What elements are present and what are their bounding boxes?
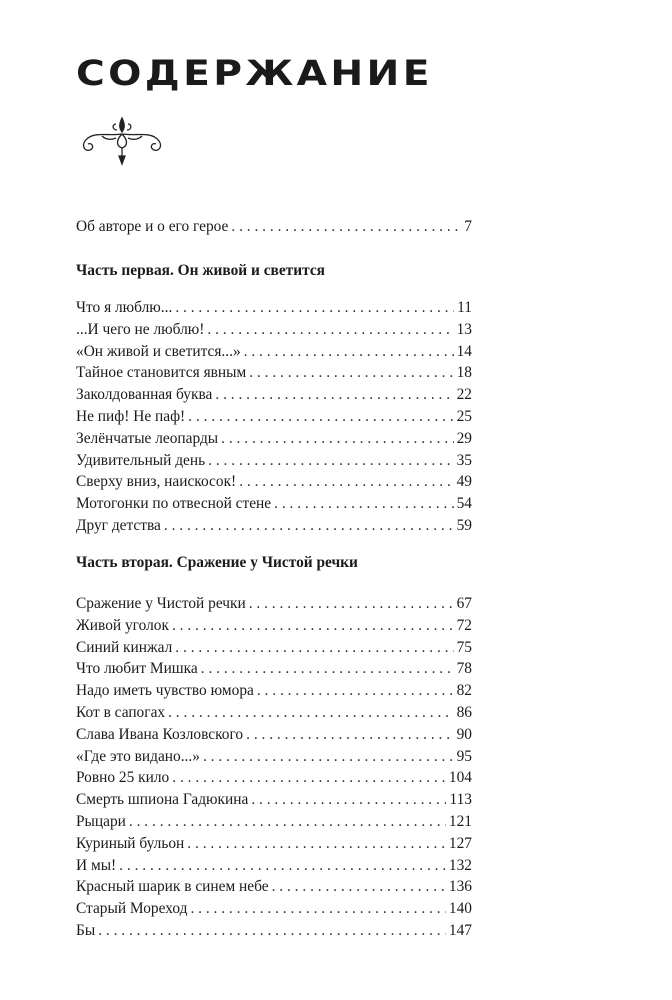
dot-leader [272,876,446,898]
entry-title: И мы! [76,856,117,874]
entry-page: 7 [464,218,472,235]
entry-page: 54 [456,495,472,513]
dot-leader [239,471,453,493]
entry-title: Сражение у Чистой речки [76,595,246,612]
dot-leader [190,898,445,920]
entry-page: 14 [456,342,472,360]
dot-leader [208,450,453,472]
entry-page: 95 [456,747,472,765]
part-heading: Часть первая. Он живой и светится [76,262,326,279]
toc-entry [76,471,472,493]
part-heading: Часть вторая. Сражение у Чистой речки [76,554,358,571]
entry-page: 22 [456,386,472,404]
entry-title: Куриный бульон [76,834,185,852]
entry-page: 147 [448,921,472,939]
dot-leader [164,515,454,537]
toc-entry [76,593,472,615]
toc-entry [76,898,472,920]
entry-page: 113 [449,791,472,809]
entry-page: 13 [456,320,472,338]
dot-leader [207,319,453,341]
dot-leader [251,789,446,811]
entry-page: 25 [456,407,472,425]
entry-page: 11 [457,299,472,316]
dot-leader [231,216,461,238]
dot-leader [129,811,446,833]
dot-leader [221,428,453,450]
entry-title: Не пиф! Не паф! [76,407,186,425]
entry-page: 67 [456,595,472,612]
entry-title: Смерть шпиона Гадюкина [76,791,249,809]
entry-page: 18 [456,364,472,382]
toc-entry [76,384,472,406]
dot-leader [244,341,454,363]
toc-entry [76,319,472,341]
entry-page: 59 [456,516,472,534]
toc-list-part2 [76,593,472,942]
entry-title: «Где это видано...» [76,747,200,765]
dot-leader [98,920,446,942]
dot-leader [201,658,454,680]
entry-page: 82 [456,682,472,700]
toc-entry [76,811,472,833]
entry-title: Живой уголок [76,616,169,634]
flourish-ornament-icon [72,112,172,170]
toc-entry [76,341,472,363]
toc-entry [76,767,472,789]
dot-leader [215,384,453,406]
dot-leader [172,767,446,789]
entry-title: Об авторе и о его герое [76,218,229,235]
dot-leader [175,637,453,659]
entry-page: 86 [456,703,472,721]
toc-entry [76,920,472,942]
entry-page: 90 [456,725,472,743]
dot-leader [274,493,453,515]
dot-leader [257,680,454,702]
entry-title: Друг детства [76,516,161,534]
entry-page: 49 [456,473,472,491]
toc-entry [76,450,472,472]
dot-leader [249,362,453,384]
entry-title: ...И чего не люблю! [76,320,205,338]
entry-title: «Он живой и светится...» [76,342,241,360]
toc-entry-intro [76,216,472,238]
toc-entry [76,876,472,898]
entry-page: 78 [456,660,472,678]
entry-title: Синий кинжал [76,638,173,656]
entry-title: Заколдованная буква [76,386,213,404]
dot-leader [188,406,453,428]
toc-entry [76,702,472,724]
entry-title: Старый Мореход [76,900,188,918]
toc-entry [76,680,472,702]
entry-title: Надо иметь чувство юмора [76,682,254,700]
toc-entry [76,493,472,515]
dot-leader [175,297,454,319]
entry-title: Ровно 25 кило [76,769,170,787]
dot-leader [246,724,453,746]
toc-entry [76,297,472,319]
toc-entry [76,515,472,537]
dot-leader [172,615,454,637]
entry-title: Кот в сапогах [76,703,166,721]
page-title: СОДЕРЖАНИЕ [76,54,433,94]
dot-leader [168,702,454,724]
entry-page: 75 [456,638,472,656]
toc-entry [76,724,472,746]
toc-list-part1 [76,297,472,537]
dot-leader [203,746,454,768]
toc-entry [76,362,472,384]
entry-page: 132 [448,856,472,874]
entry-title: Зелёнчатые леопарды [76,429,219,447]
entry-title: Тайное становится явным [76,364,247,382]
dot-leader [249,593,454,615]
toc-entry [76,615,472,637]
dot-leader [119,855,446,877]
toc-entry [76,855,472,877]
entry-page: 127 [448,834,472,852]
toc-entry [76,833,472,855]
entry-title: Красный шарик в синем небе [76,878,269,896]
entry-page: 72 [456,616,472,634]
entry-title: Сверху вниз, наискосок! [76,473,237,491]
entry-page: 136 [448,878,472,896]
entry-title: Мотогонки по отвесной стене [76,495,272,513]
entry-page: 104 [448,769,472,787]
entry-title: Что любит Мишка [76,660,198,678]
toc-entry [76,637,472,659]
entry-title: Рыцари [76,812,126,830]
toc-entry [76,428,472,450]
entry-page: 29 [456,429,472,447]
dot-leader [187,833,446,855]
toc-entry [76,746,472,768]
entry-page: 140 [448,900,472,918]
toc-entry [76,789,472,811]
entry-title: Слава Ивана Козловского [76,725,244,743]
entry-page: 121 [448,812,472,830]
entry-title: Удивительный день [76,451,206,469]
entry-title: Что я люблю... [76,299,173,316]
entry-page: 35 [456,451,472,469]
entry-title: Бы [76,921,96,939]
toc-entry [76,406,472,428]
toc-entry [76,658,472,680]
